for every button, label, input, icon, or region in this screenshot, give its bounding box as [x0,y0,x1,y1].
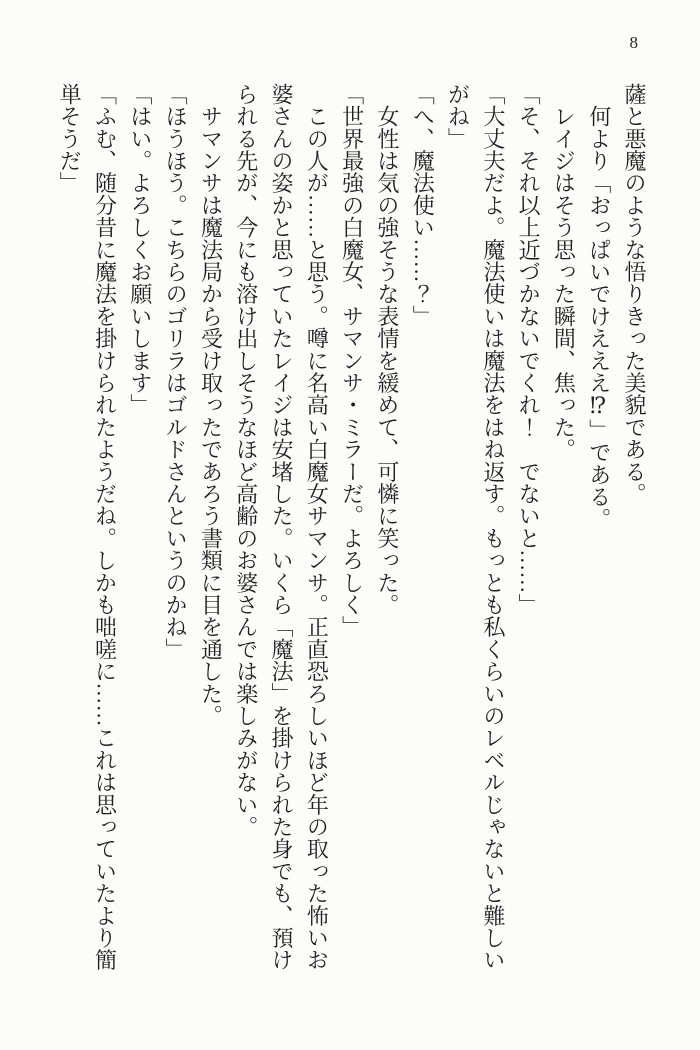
page-number: 8 [629,33,638,52]
page-text [52,83,652,978]
paragraph: この人が……と思う。噂に名高い白魔女サマンサ。正直恐ろしいほど年の取った怖いお婆さんの姿かと思っていたレイジは安堵した。いくら「魔法」を掛けられた身でも、預けられる先が、今にも溶け出しそうなほど高齢のお婆さんでは楽しみがない。 [233,83,330,971]
paragraph: 何より「おっぱいでけえええ⁉」である。 [586,83,612,530]
paragraph: 「世界最強の白魔女、サマンサ・ミラーだ。よろしく」 [339,83,365,638]
paragraph: 女性は気の強そうな表情を緩めて、可憐に笑った。 [374,83,400,616]
paragraph: 「そ、それ以上近づかないでくれ！ でないと……」 [516,83,542,616]
paragraph: 「ほうほう。こちらのゴリラはゴルドさんというのかね」 [163,83,189,661]
paragraph: 「大丈夫だよ。魔法使いは魔法をはね返す。もっとも私くらいのレベルじゃないと難しいがね」 [445,83,506,971]
paragraph: サマンサは魔法局から受け取ったであろう書類に目を通した。 [198,83,224,727]
paragraph: 「ふむ、随分昔に魔法を掛けられたようだね。しかも咄嗟に……これは思っていたより簡単そうだ」 [57,83,118,971]
paragraph: 「へ、魔法使い……？」 [410,83,436,328]
paragraph: 「はい。よろしくお願いします」 [127,83,153,416]
paragraph: 薩と悪魔のような悟りきった美貌である。 [622,83,647,505]
paragraph: レイジはそう思った瞬間、焦った。 [551,83,577,461]
